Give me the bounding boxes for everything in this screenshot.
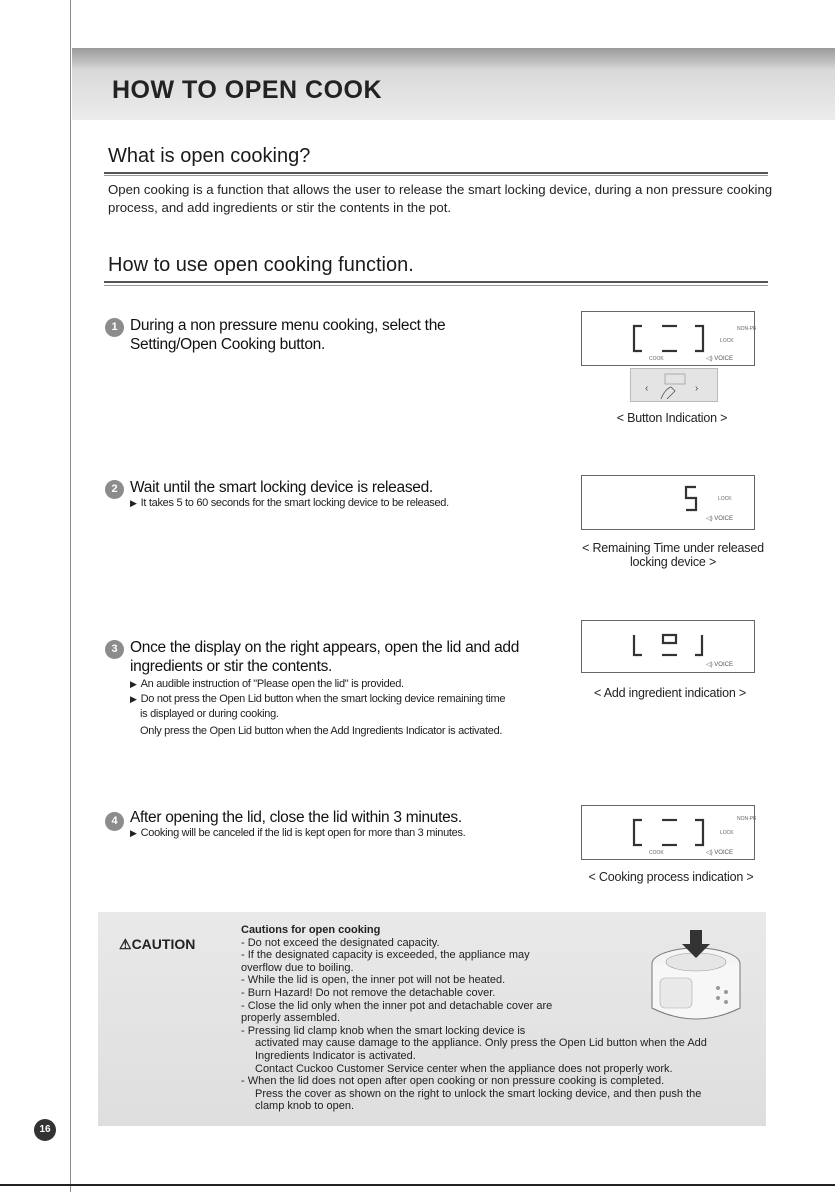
caution-line: clamp knob to open. — [255, 1100, 355, 1113]
section-title-how-to: How to use open cooking function. — [108, 254, 414, 276]
lcd-segments — [582, 806, 756, 861]
caption-line: < Remaining Time under released — [582, 541, 764, 555]
caution-line: overflow due to boiling. — [241, 961, 354, 974]
svg-text:◁) VOICE: ◁) VOICE — [706, 356, 733, 362]
margin-rule — [70, 0, 71, 1192]
step-number-badge: 2 — [105, 480, 124, 499]
step-title-line: During a non pressure menu cooking, select the — [130, 317, 446, 334]
control-panel-image — [630, 368, 718, 402]
bullet-triangle-icon: ▶ — [130, 498, 137, 508]
svg-text:LOCK: LOCK — [720, 830, 734, 836]
svg-text:◁) VOICE: ◁) VOICE — [706, 662, 733, 668]
caution-line: Contact Cuckoo Customer Service center when the appliance does not properly work. — [255, 1062, 673, 1075]
warning-icon: ⚠ — [119, 936, 132, 952]
svg-text:NON-PR: NON-PR — [737, 326, 756, 332]
step-number-badge: 3 — [105, 640, 124, 659]
caution-line: Press the cover as shown on the right to unlock the smart locking device, and then push the — [255, 1087, 702, 1100]
svg-text:LOCK: LOCK — [718, 496, 732, 502]
caution-label — [119, 936, 195, 953]
caution-line: - Burn Hazard! Do not remove the detachable cover. — [241, 986, 496, 999]
rice-cooker-illustration — [648, 930, 744, 1028]
lcd-segments — [582, 312, 756, 367]
section-rule — [104, 172, 768, 174]
page-bottom-rule — [0, 1184, 835, 1186]
svg-text:◁) VOICE: ◁) VOICE — [706, 850, 733, 856]
step-3-title — [130, 638, 519, 676]
svg-text:◁) VOICE: ◁) VOICE — [706, 516, 733, 522]
bullet-text: An audible instruction of "Please open the lid" is provided. — [140, 678, 404, 690]
lcd-segments — [582, 476, 756, 531]
caution-line: - If the designated capacity is exceeded, the appliance may — [241, 949, 530, 962]
step-title-line: Setting/Open Cooking button. — [130, 336, 325, 353]
caution-line: - Do not exceed the designated capacity. — [241, 936, 440, 949]
step-2-title: Wait until the smart locking device is released. — [130, 479, 433, 496]
step-bullet — [130, 692, 505, 707]
bullet-continuation: is displayed or during cooking. — [140, 708, 279, 720]
section-rule — [104, 175, 768, 176]
svg-text:›: › — [695, 383, 699, 394]
step-number-badge: 1 — [105, 318, 124, 337]
bullet-text: Do not press the Open Lid button when the smart locking device remaining time — [140, 693, 506, 705]
bullet-triangle-icon: ▶ — [130, 694, 137, 704]
display-caption: < Button Indication > — [616, 411, 728, 425]
step-bullet — [130, 496, 449, 511]
bullet-triangle-icon: ▶ — [130, 679, 137, 689]
caution-line: - While the lid is open, the inner pot will not be heated. — [241, 974, 506, 987]
caution-line: - Pressing lid clamp knob when the smart locking device is — [241, 1024, 526, 1037]
caution-line: - When the lid does not open after open cooking or non pressure cooking is completed. — [241, 1075, 665, 1088]
bullet-text: It takes 5 to 60 seconds for the smart locking device to be released. — [140, 497, 449, 509]
lcd-display-step-2 — [581, 475, 755, 530]
step-bullet — [130, 826, 465, 841]
svg-text:‹: ‹ — [645, 383, 649, 394]
lcd-display-step-3 — [581, 620, 755, 673]
lcd-display-step-4 — [581, 805, 755, 860]
caution-line: Cautions for open cooking — [241, 924, 381, 936]
step-title-line: Once the display on the right appears, open the lid and add — [130, 639, 520, 656]
section-title-what-is: What is open cooking? — [108, 145, 311, 167]
bullet-text: Cooking will be canceled if the lid is kept open for more than 3 minutes. — [140, 827, 466, 839]
svg-text:NON-PR: NON-PR — [737, 816, 756, 822]
hand-pressing-icon — [631, 369, 719, 403]
bullet-triangle-icon: ▶ — [130, 828, 137, 838]
caution-line: - Close the lid only when the inner pot and detachable cover are — [241, 999, 553, 1012]
step-1-title — [130, 316, 445, 354]
section-rule — [104, 281, 768, 283]
svg-text:COOK: COOK — [649, 356, 664, 362]
lcd-display-step-1 — [581, 311, 755, 366]
display-caption — [578, 541, 768, 569]
step-title-line: ingredients or stir the contents. — [130, 658, 333, 675]
caution-label-text: CAUTION — [131, 936, 196, 952]
page-number-badge: 16 — [34, 1119, 56, 1141]
caution-line: properly assembled. — [241, 1012, 341, 1025]
svg-text:COOK: COOK — [649, 850, 664, 856]
step-4-title: After opening the lid, close the lid within 3 minutes. — [130, 809, 462, 826]
intro-paragraph — [108, 181, 776, 217]
step-number-badge: 4 — [105, 812, 124, 831]
caption-line: locking device > — [629, 555, 717, 569]
lcd-segments — [582, 621, 756, 674]
section-rule — [104, 285, 768, 286]
caution-line: Ingredients Indicator is activated. — [255, 1049, 416, 1062]
intro-line: process, and add ingredients or stir the contents in the pot. — [108, 200, 452, 215]
bullet-continuation: Only press the Open Lid button when the Add Ingredients Indicator is activated. — [140, 725, 503, 737]
display-caption: < Add ingredient indication > — [594, 686, 746, 700]
caution-line: activated may cause damage to the appliance. Only press the Open Lid button when the Add — [255, 1037, 707, 1050]
page-title: HOW TO OPEN COOK — [112, 76, 383, 104]
display-caption: < Cooking process indication > — [588, 870, 754, 884]
svg-text:LOCK: LOCK — [720, 338, 734, 344]
step-bullet — [130, 677, 404, 692]
intro-line: Open cooking is a function that allows the user to release the smart locking device, during a non pressure cooking — [108, 182, 773, 197]
